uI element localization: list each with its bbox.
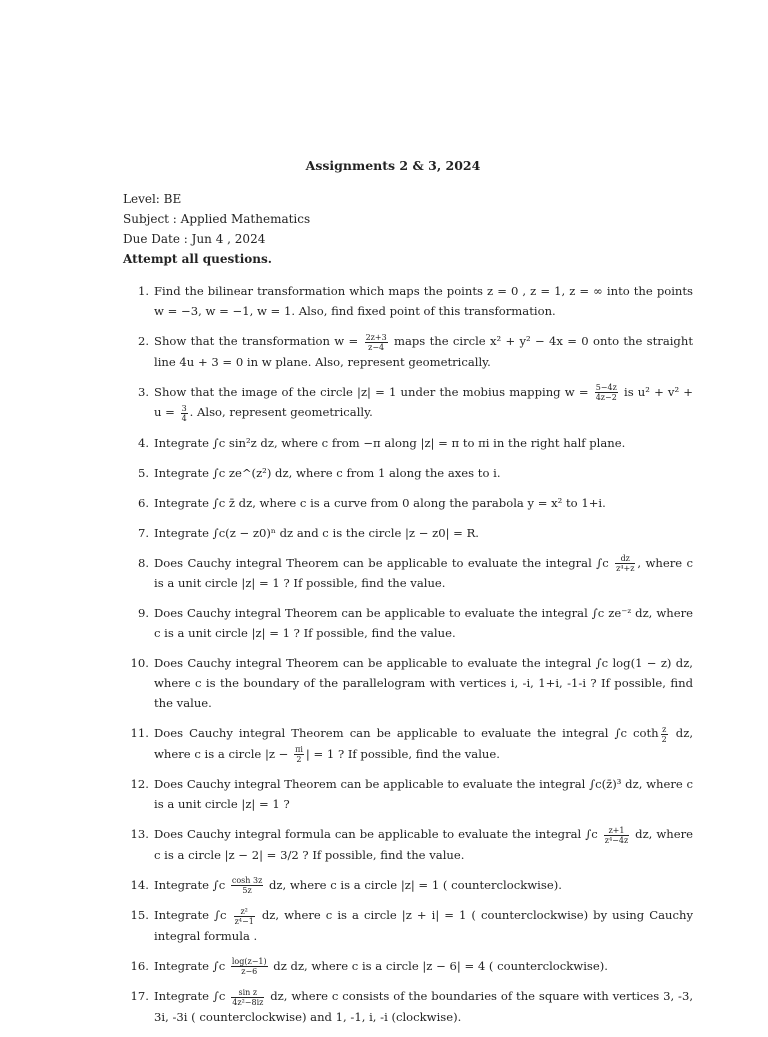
document-meta	[123, 189, 310, 269]
fraction-denominator: z⁴+z	[616, 564, 635, 573]
question-text	[154, 334, 693, 369]
question-item	[123, 603, 693, 643]
fraction-numerator: z	[662, 724, 667, 734]
fraction-denominator: 4z−2	[595, 393, 617, 402]
fraction	[231, 876, 263, 895]
question-text-segment: is u² + v² + u =	[154, 384, 694, 419]
fraction	[595, 383, 618, 402]
subject-label: Subject : Applied Mathematics	[123, 212, 311, 226]
question-item	[123, 875, 693, 896]
question-number: 1.	[137, 284, 149, 298]
fraction-numerator: 3	[181, 403, 187, 413]
fraction	[231, 988, 264, 1007]
question-text-segment: dz, where c is a circle |z| = 1 ( counterclockwise).	[265, 877, 562, 892]
question-number: 15.	[130, 908, 149, 922]
question-text-segment: Integrate ∫c	[154, 877, 229, 892]
question-item	[123, 463, 693, 483]
due-date-label: Due Date : Jun 4 , 2024	[123, 232, 266, 246]
question-text	[154, 957, 608, 976]
question-item	[123, 905, 693, 946]
question-text-segment: dz, where c is a circle |z − 2| = 3/2 ? If possible, find the value.	[154, 827, 693, 862]
fraction-denominator: z−6	[241, 967, 258, 976]
fraction-numerator: cosh 3z	[231, 876, 263, 885]
question-text	[154, 656, 693, 710]
fraction	[365, 333, 388, 352]
question-number: 6.	[137, 495, 149, 510]
level-label: Level: BE	[123, 192, 182, 206]
question-text-segment: Does Cauchy integral Theorem can be applicable to evaluate the integral ∫c(z̄)³ dz, where c is a unit circle |z| = 1 ?	[154, 777, 693, 811]
question-item	[123, 433, 693, 453]
question-text-segment: Does Cauchy integral formula can be applicable to evaluate the integral ∫c	[154, 827, 602, 841]
question-item	[123, 553, 693, 594]
question-text	[154, 284, 693, 318]
question-item	[123, 956, 693, 977]
question-text-segment: dz, where c is a circle |z + i| = 1 ( counterclockwise) by using Cauchy integral formula .	[154, 908, 693, 943]
fraction-denominator: 2	[296, 755, 302, 764]
fraction	[615, 554, 635, 573]
fraction-numerator: dz	[615, 554, 635, 564]
question-text	[154, 383, 694, 423]
question-item	[123, 382, 693, 423]
question-item	[123, 281, 693, 321]
question-text-segment: Integrate ∫c(z − z0)ⁿ dz and c is the circle |z − z0| = R.	[154, 525, 479, 540]
question-item	[123, 493, 693, 513]
question-text	[154, 606, 693, 640]
question-text-segment: Show that the image of the circle |z| = 1 under the mobius mapping w =	[154, 384, 593, 399]
question-number: 9.	[137, 606, 149, 620]
question-text-segment: . Also, represent geometrically.	[189, 405, 373, 419]
fraction	[231, 957, 268, 976]
question-text	[154, 876, 562, 895]
question-number: 7.	[137, 525, 149, 540]
question-text-segment: maps the circle x² + y² − 4x = 0 onto the straight line 4u + 3 = 0 in w plane. Also, represent geometrically.	[154, 334, 693, 369]
fraction-denominator: 4	[181, 413, 187, 423]
question-text-segment: , where c is a unit circle |z| = 1 ? If possible, find the value.	[154, 555, 693, 590]
question-number: 16.	[130, 958, 149, 973]
question-text	[154, 908, 693, 943]
fraction-numerator: sin z	[231, 988, 264, 998]
question-text-segment: Integrate ∫c	[154, 908, 232, 922]
question-item	[123, 331, 693, 372]
fraction-numerator: πi	[295, 745, 303, 754]
fraction	[604, 826, 629, 845]
question-text-segment: Find the bilinear transformation which maps the points z = 0 , z = 1, z = ∞ into the points w = −3, w = −1, w = 1. Also, find fixed point of this transformation.	[154, 284, 693, 318]
question-item	[123, 653, 693, 713]
question-number: 2.	[137, 334, 149, 348]
question-text-segment: Does Cauchy integral Theorem can be applicable to evaluate the integral ∫c log(1 − z) dz, where c is the boundary of the parallelogram with vertices i, -i, 1+i, -1-i ? If possible, find the value.	[154, 656, 693, 710]
question-item	[123, 986, 693, 1027]
question-item	[123, 824, 693, 865]
question-item	[123, 723, 693, 764]
question-number: 10.	[130, 656, 149, 670]
fraction-denominator: z⁴−1	[234, 916, 254, 926]
question-text	[154, 827, 693, 862]
fraction-numerator: 2z+3	[365, 332, 387, 342]
document-title: Assignments 2 & 3, 2024	[305, 158, 481, 173]
question-text	[154, 777, 693, 811]
question-number: 4.	[137, 435, 149, 450]
question-text-segment: Show that the transformation w =	[154, 334, 363, 348]
question-text-segment: Integrate ∫c ze^(z²) dz, where c from 1 along the axes to i.	[154, 465, 501, 480]
question-number: 13.	[130, 827, 149, 841]
fraction-denominator: 2	[661, 734, 667, 744]
question-text	[154, 724, 693, 764]
fraction-numerator: 5−4z	[595, 383, 617, 392]
question-text	[154, 556, 693, 591]
instruction-label: Attempt all questions.	[123, 252, 272, 266]
fraction-denominator: z−4	[368, 342, 385, 352]
fraction-numerator: z²	[234, 907, 255, 917]
question-text-segment: Does Cauchy integral Theorem can be applicable to evaluate the integral ∫c	[154, 555, 614, 570]
question-text-segment: dz, where c is a circle |z −	[154, 726, 693, 761]
fraction	[294, 745, 304, 764]
fraction	[234, 907, 255, 926]
fraction	[661, 725, 668, 744]
question-text	[154, 466, 501, 480]
question-text	[154, 496, 606, 510]
question-text-segment: dz, where c consists of the boundaries of the square with vertices 3, -3, 3i, -3i ( counterclockwise) and 1, -1, i, -i (clockwise).	[154, 989, 694, 1024]
question-number: 11.	[130, 726, 149, 740]
question-text-segment: Does Cauchy integral Theorem can be applicable to evaluate the integral ∫c coth	[154, 726, 659, 740]
question-text	[154, 526, 479, 540]
question-number: 3.	[137, 384, 149, 399]
question-text-segment: Does Cauchy integral Theorem can be applicable to evaluate the integral ∫c ze⁻ᶻ dz, where c is a unit circle |z| = 1 ? If possible, find the value.	[154, 606, 693, 640]
fraction-denominator: z⁴−4z	[604, 835, 629, 845]
fraction-numerator: log(z−1)	[231, 957, 267, 966]
question-text-segment: Integrate ∫c	[154, 989, 230, 1003]
question-number: 14.	[130, 877, 149, 892]
fraction-numerator: z+1	[604, 826, 629, 836]
question-list	[123, 281, 693, 1037]
fraction-denominator: 4z²−8iz	[232, 997, 264, 1007]
fraction-denominator: 5z	[242, 886, 252, 895]
fraction	[181, 404, 188, 423]
question-text-segment: Integrate ∫c z̄ dz, where c is a curve from 0 along the parabola y = x² to 1+i.	[154, 495, 606, 510]
question-number: 5.	[137, 465, 149, 480]
question-text-segment: Integrate ∫c	[154, 958, 229, 973]
question-text	[154, 436, 625, 450]
question-number: 8.	[137, 555, 149, 570]
question-text-segment: dz dz, where c is a circle |z − 6| = 4 ( counterclockwise).	[269, 958, 608, 973]
question-number: 17.	[130, 989, 149, 1003]
question-item	[123, 774, 693, 814]
question-text-segment: | = 1 ? If possible, find the value.	[305, 746, 500, 761]
question-text-segment: Integrate ∫c sin²z dz, where c from −π along |z| = π to πi in the right half plane.	[154, 435, 626, 450]
question-number: 12.	[130, 777, 149, 791]
question-text	[154, 989, 693, 1024]
question-item	[123, 523, 693, 543]
